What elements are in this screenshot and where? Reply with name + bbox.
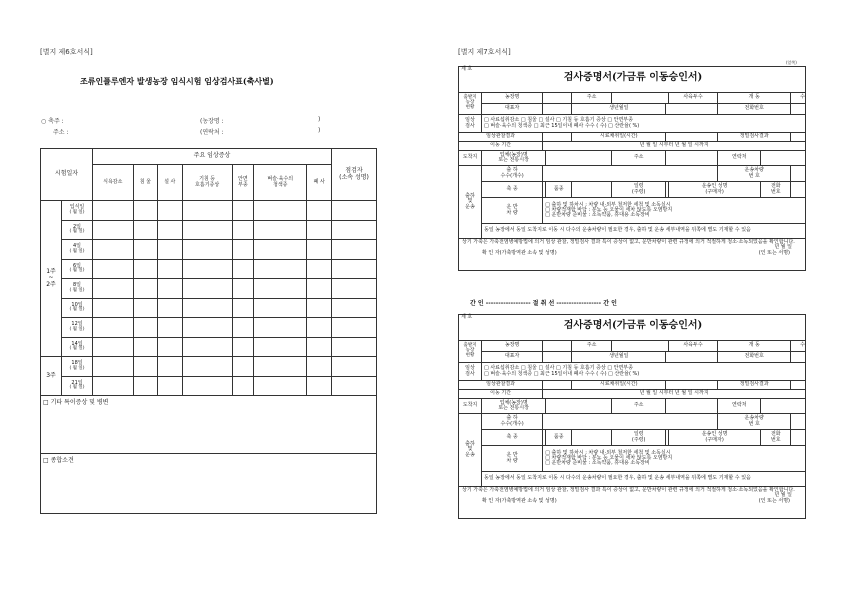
origin-label: 출발지 농장 현황 xyxy=(459,341,482,363)
day-cell xyxy=(62,279,93,299)
day-label: 12일 xyxy=(71,321,83,328)
day-cell xyxy=(62,318,93,338)
check-cell[interactable] xyxy=(133,259,157,279)
check-cell[interactable] xyxy=(182,318,232,338)
check-cell[interactable] xyxy=(158,318,182,338)
day-sub: ( 월 일) xyxy=(69,346,85,352)
check-cell[interactable] xyxy=(307,357,332,377)
check-cell[interactable] xyxy=(93,357,134,377)
birth-label: 생년월일 xyxy=(572,104,666,115)
check-cell[interactable] xyxy=(232,298,253,318)
address-label: 주소 xyxy=(572,93,612,104)
table-row xyxy=(41,220,377,240)
check-cell[interactable] xyxy=(93,376,134,396)
check-cell[interactable] xyxy=(133,376,157,396)
ship-label: 출하 및 운송 xyxy=(459,414,482,487)
check-cell[interactable] xyxy=(182,279,232,299)
col-inspector-header: 점검자 (소속 성명) xyxy=(332,149,377,201)
clinical-result-label: 임상관찰결과 xyxy=(459,133,543,142)
confirmer-label: 확 인 자(가축방역관 소속 및 성명) xyxy=(482,497,557,504)
period-label: 이동 기간 xyxy=(459,142,543,151)
sign-label: (인 또는 서명) xyxy=(758,497,790,504)
check-cell[interactable] xyxy=(332,240,377,260)
check-cell[interactable] xyxy=(93,279,134,299)
vehicle-rule-3: □ 운반차량 준비물 : 소독약품, 휴대용 소독장비 xyxy=(545,460,650,467)
driver-label: 운송인 성명 (구매자) xyxy=(668,430,761,446)
check-cell[interactable] xyxy=(158,201,182,221)
check-cell[interactable] xyxy=(307,259,332,279)
check-cell[interactable] xyxy=(254,279,307,299)
check-cell[interactable] xyxy=(254,318,307,338)
symptom-header: 안면 부종 xyxy=(232,165,253,201)
check-cell[interactable] xyxy=(254,220,307,240)
clinical-line2: □ 벼슬·육수의 청색증 □ 최근 15일이내 폐사 수수 ( 수) □ 산란율( %) xyxy=(484,370,640,377)
day-sub: ( 월 일) xyxy=(69,307,85,313)
check-cell[interactable] xyxy=(182,240,232,260)
day-label: 10일 xyxy=(71,301,83,308)
species-label: 사육두수 xyxy=(668,341,717,352)
table-row xyxy=(41,376,377,396)
age-label: 일령 (주령) xyxy=(611,430,665,446)
day-cell xyxy=(62,201,93,221)
check-cell[interactable] xyxy=(93,220,134,240)
check-cell[interactable] xyxy=(232,376,253,396)
age-label: 일령 (주령) xyxy=(611,182,665,198)
cut-line: 간 인 ------------------ 절 취 선 ------------------ 간 인 xyxy=(470,300,617,307)
check-cell[interactable] xyxy=(93,318,134,338)
vehicle-no-label: 운송차량 번 호 xyxy=(718,414,791,430)
check-cell[interactable] xyxy=(254,337,307,357)
count-label: 수 xyxy=(791,93,806,104)
day-label: 8일 xyxy=(72,282,81,289)
day-sub: ( 월 일) xyxy=(69,287,85,293)
check-cell[interactable] xyxy=(93,337,134,357)
table-row xyxy=(41,318,377,338)
check-cell[interactable] xyxy=(182,298,232,318)
clinical-label: 임상 검사 xyxy=(459,363,482,381)
ship-count-label: 출 하 수수(개수) xyxy=(482,166,543,182)
check-cell[interactable] xyxy=(307,337,332,357)
day-sub: ( 월 일) xyxy=(69,365,85,371)
week-label: 1주 ~ 2주 xyxy=(41,201,62,357)
symptom-header: 기침 등 호흡기증상 xyxy=(182,165,232,201)
check-cell[interactable] xyxy=(133,201,157,221)
check-cell[interactable] xyxy=(232,337,253,357)
tel-label: 전화 번호 xyxy=(761,430,791,446)
check-cell[interactable] xyxy=(232,357,253,377)
check-cell[interactable] xyxy=(307,376,332,396)
contact-label: (연락처 : xyxy=(200,129,224,136)
dest-name-label: 업체(농장)명 또는 전통시장 xyxy=(482,151,546,166)
kind-label: 축 종 xyxy=(482,430,543,446)
day-cell xyxy=(62,376,93,396)
day-sub: ( 월 일) xyxy=(69,268,85,274)
check-cell[interactable] xyxy=(307,201,332,221)
clinical-line1: □ 사료섭취감소 □ 침울 □ 설사 □ 기침 등 호흡기 증상 □ 안면부종 xyxy=(484,117,633,124)
day-label: 18일 xyxy=(71,360,83,367)
check-cell[interactable] xyxy=(332,318,377,338)
dest-address-label: 주소 xyxy=(611,399,665,414)
check-cell[interactable] xyxy=(133,318,157,338)
symptom-header: 설 사 xyxy=(158,165,182,201)
inspection-table xyxy=(40,148,377,514)
driver-label: 운송인 성명 (구매자) xyxy=(668,182,761,198)
symptom-header: 침 울 xyxy=(133,165,157,201)
kind-label: 축 종 xyxy=(482,182,543,198)
check-cell[interactable] xyxy=(133,337,157,357)
confirmer-label: 확 인 자(가축방역관 소속 및 성명) xyxy=(482,249,557,256)
day-label: 2일 xyxy=(72,223,81,230)
ship-note: 동일 농장에서 동일 도착지로 이동 시 다수의 운송차량이 필요한 경우, 출하 및 운송 세부내역을 뒤쪽에 별도 기재할 수 있음 xyxy=(482,472,806,487)
birth-label: 생년월일 xyxy=(572,352,666,363)
check-cell[interactable] xyxy=(307,240,332,260)
check-cell[interactable] xyxy=(158,279,182,299)
day-label: 4일 xyxy=(72,243,81,250)
table-row xyxy=(41,240,377,260)
check-cell[interactable] xyxy=(158,240,182,260)
check-cell[interactable] xyxy=(93,298,134,318)
check-cell[interactable] xyxy=(332,337,377,357)
day-label: 입식일 xyxy=(69,204,85,211)
check-cell[interactable] xyxy=(232,318,253,338)
lab-result-label: 정밀검사결과 xyxy=(718,381,791,390)
check-cell[interactable] xyxy=(182,259,232,279)
certificate-table xyxy=(458,314,806,519)
check-cell[interactable] xyxy=(254,357,307,377)
check-cell[interactable] xyxy=(158,376,182,396)
cert-title: 검사증명서(가금류 이동승인서) xyxy=(563,320,703,332)
day-label: 14일 xyxy=(71,340,83,347)
day-cell xyxy=(62,220,93,240)
vehicle-no-label: 운송차량 번 호 xyxy=(718,166,791,182)
day-sub: ( 월 일) xyxy=(69,209,85,215)
vehicle-rule-3: □ 운반차량 준비물 : 소독약품, 휴대용 소독장비 xyxy=(545,212,650,219)
dest-contact-label: 연락처 xyxy=(718,399,761,414)
address-label: 주소 xyxy=(572,341,612,352)
vehicle-rule-2: □ 차량적재함 바닥 : 분뇨 등 오물이 세차 않도록 오염방지 xyxy=(545,206,673,213)
symptom-header: 벼슬·육수의 청색증 xyxy=(254,165,307,201)
front-note: (앞쪽) xyxy=(786,60,797,65)
table-row xyxy=(41,298,377,318)
vehicle-rule-1: □ 출하 및 하차시 : 차량 내·외부 철저한 세척 및 소독실시 xyxy=(545,449,671,456)
col-symptoms-header: 주요 임상증상 xyxy=(93,149,332,165)
ship-count-label: 출 하 수수(개수) xyxy=(482,414,543,430)
dest-name-label: 업체(농장)명 또는 전통시장 xyxy=(482,399,546,414)
table-row xyxy=(41,201,377,221)
left-form-title: 조류인플루엔자 발생농장 임식시험 임상검사표(축사별) xyxy=(80,76,274,86)
right-form-number: [별지 제7호서식] xyxy=(458,48,511,56)
day-cell xyxy=(62,298,93,318)
vehicle-rule-1: □ 출하 및 하차시 : 차량 내·외부 철저한 세척 및 소독실시 xyxy=(545,201,671,208)
check-cell[interactable] xyxy=(307,318,332,338)
vehicle-label: 운 반 차 량 xyxy=(482,198,543,224)
date-line: 년 월 일 xyxy=(774,492,792,499)
period-label: 이동 기간 xyxy=(459,390,543,399)
check-cell[interactable] xyxy=(232,240,253,260)
check-cell[interactable] xyxy=(158,357,182,377)
week-label: 3주 xyxy=(41,357,62,396)
date-line: 년 월 일 xyxy=(774,244,792,251)
sample-date-label: 시료채취일(시간) xyxy=(572,381,666,390)
check-cell[interactable] xyxy=(158,337,182,357)
symptom-header: 폐 사 xyxy=(307,165,332,201)
breed-label: 품종 xyxy=(546,430,572,446)
address-label: 주소 : xyxy=(53,129,69,136)
check-cell[interactable] xyxy=(182,376,232,396)
check-cell[interactable] xyxy=(158,220,182,240)
farm-label: (농장명 : xyxy=(200,118,224,125)
check-cell[interactable] xyxy=(332,259,377,279)
left-form-number: [별지 제6호서식] xyxy=(40,48,93,56)
symptom-header: 식욕감소 xyxy=(93,165,134,201)
day-sub: ( 월 일) xyxy=(69,326,85,332)
check-cell[interactable] xyxy=(307,279,332,299)
check-cell[interactable] xyxy=(158,298,182,318)
farm-close: ) xyxy=(318,116,321,123)
phone-label: 전화번호 xyxy=(718,104,791,115)
count-label: 수 xyxy=(791,341,806,352)
check-cell[interactable] xyxy=(307,220,332,240)
check-cell[interactable] xyxy=(158,259,182,279)
overall-opinion: □ 종합소견 xyxy=(41,454,377,514)
heads-label: 개 동 xyxy=(718,93,791,104)
clinical-result-label: 임상관찰결과 xyxy=(459,381,543,390)
check-cell[interactable] xyxy=(133,279,157,299)
check-cell[interactable] xyxy=(332,376,377,396)
statement-text: 상기 가축은 가축전염병예방법에 의거 임상 관찰, 정밀검사 결과 특이 증상이 없고, 운반차량이 관련 규정에 의거 적절하게 청소·소독되었음을 확인합니다. xyxy=(462,239,795,245)
period-text: 년 월 일 시부터 년 월 일 시까지 xyxy=(543,390,806,399)
farm-name-label: 농장명 xyxy=(482,341,543,352)
day-cell xyxy=(62,240,93,260)
check-cell[interactable] xyxy=(93,240,134,260)
rep-label: 대표자 xyxy=(482,352,543,363)
check-cell[interactable] xyxy=(232,201,253,221)
cert-number: 제 호 xyxy=(461,314,473,320)
tel-label: 전화 번호 xyxy=(761,182,791,198)
check-cell[interactable] xyxy=(254,259,307,279)
check-cell[interactable] xyxy=(307,298,332,318)
table-row xyxy=(41,357,377,377)
check-cell[interactable] xyxy=(332,279,377,299)
dest-contact-label: 연락처 xyxy=(718,151,761,166)
check-cell[interactable] xyxy=(254,298,307,318)
breed-label: 품종 xyxy=(546,182,572,198)
farm-name-label: 농장명 xyxy=(482,93,543,104)
check-cell[interactable] xyxy=(133,240,157,260)
check-cell[interactable] xyxy=(182,220,232,240)
check-cell[interactable] xyxy=(93,201,134,221)
statement-text: 상기 가축은 가축전염병예방법에 의거 임상 관찰, 정밀검사 결과 특이 증상이 없고, 운반차량이 관련 규정에 의거 적절하게 청소·소독되었음을 확인합니다. xyxy=(462,487,795,493)
heads-label: 개 동 xyxy=(718,341,791,352)
check-cell[interactable] xyxy=(332,357,377,377)
check-cell[interactable] xyxy=(332,201,377,221)
sign-label: (인 또는 서명) xyxy=(758,249,790,256)
cert-number: 제 호 xyxy=(461,66,473,72)
clinical-label: 임상 검사 xyxy=(459,115,482,133)
dest-label: 도착지 xyxy=(459,399,482,414)
table-row xyxy=(41,259,377,279)
check-cell[interactable] xyxy=(133,220,157,240)
check-cell[interactable] xyxy=(182,357,232,377)
day-label: 21일 xyxy=(71,379,83,386)
check-cell[interactable] xyxy=(133,298,157,318)
day-cell xyxy=(62,259,93,279)
lab-result-label: 정밀검사결과 xyxy=(718,133,791,142)
vehicle-label: 운 반 차 량 xyxy=(482,446,543,472)
day-cell xyxy=(62,357,93,377)
check-cell[interactable] xyxy=(182,201,232,221)
day-sub: ( 월 일) xyxy=(69,248,85,254)
day-sub: ( 월 일) xyxy=(69,385,85,391)
origin-label: 출발지 농장 현황 xyxy=(459,93,482,115)
period-text: 년 월 일 시부터 년 월 일 시까지 xyxy=(543,142,806,151)
check-cell[interactable] xyxy=(232,279,253,299)
sample-date-label: 시료채취일(시간) xyxy=(572,133,666,142)
day-sub: ( 월 일) xyxy=(69,229,85,235)
cert-title: 검사증명서(가금류 이동승인서) xyxy=(563,72,703,84)
ship-note: 동일 농장에서 동일 도착지로 이동 시 다수의 운송차량이 필요한 경우, 출하 및 운송 세부내역을 뒤쪽에 별도 기재할 수 있음 xyxy=(482,224,806,239)
check-cell[interactable] xyxy=(232,259,253,279)
ship-label: 출하 및 운송 xyxy=(459,166,482,239)
table-row xyxy=(41,337,377,357)
species-label: 사육두수 xyxy=(668,93,717,104)
phone-label: 전화번호 xyxy=(718,352,791,363)
clinical-line1: □ 사료섭취감소 □ 침울 □ 설사 □ 기침 등 호흡기 증상 □ 안면부종 xyxy=(484,365,633,372)
check-cell[interactable] xyxy=(254,376,307,396)
check-cell[interactable] xyxy=(232,220,253,240)
dest-label: 도착지 xyxy=(459,151,482,166)
check-cell[interactable] xyxy=(254,240,307,260)
day-label: 6일 xyxy=(72,262,81,269)
certificate-table xyxy=(458,66,806,271)
check-cell[interactable] xyxy=(332,220,377,240)
check-cell[interactable] xyxy=(254,201,307,221)
clinical-line2: □ 벼슬·육수의 청색증 □ 최근 15일이내 폐사 수수 ( 수) □ 산란율( %) xyxy=(484,122,640,129)
other-symptoms: □ 기타 특이증상 및 병변 xyxy=(41,396,377,454)
contact-close: ) xyxy=(318,127,321,134)
vehicle-rule-2: □ 차량적재함 바닥 : 분뇨 등 오물이 세차 않도록 오염방지 xyxy=(545,454,673,461)
dest-address-label: 주소 xyxy=(611,151,665,166)
col-date-header: 시험일자 xyxy=(41,149,93,201)
check-cell[interactable] xyxy=(182,337,232,357)
rep-label: 대표자 xyxy=(482,104,543,115)
day-cell xyxy=(62,337,93,357)
table-row xyxy=(41,279,377,299)
check-cell[interactable] xyxy=(332,298,377,318)
check-cell[interactable] xyxy=(133,357,157,377)
check-cell[interactable] xyxy=(93,259,134,279)
owner-label: ○ 축주 : xyxy=(41,118,64,125)
